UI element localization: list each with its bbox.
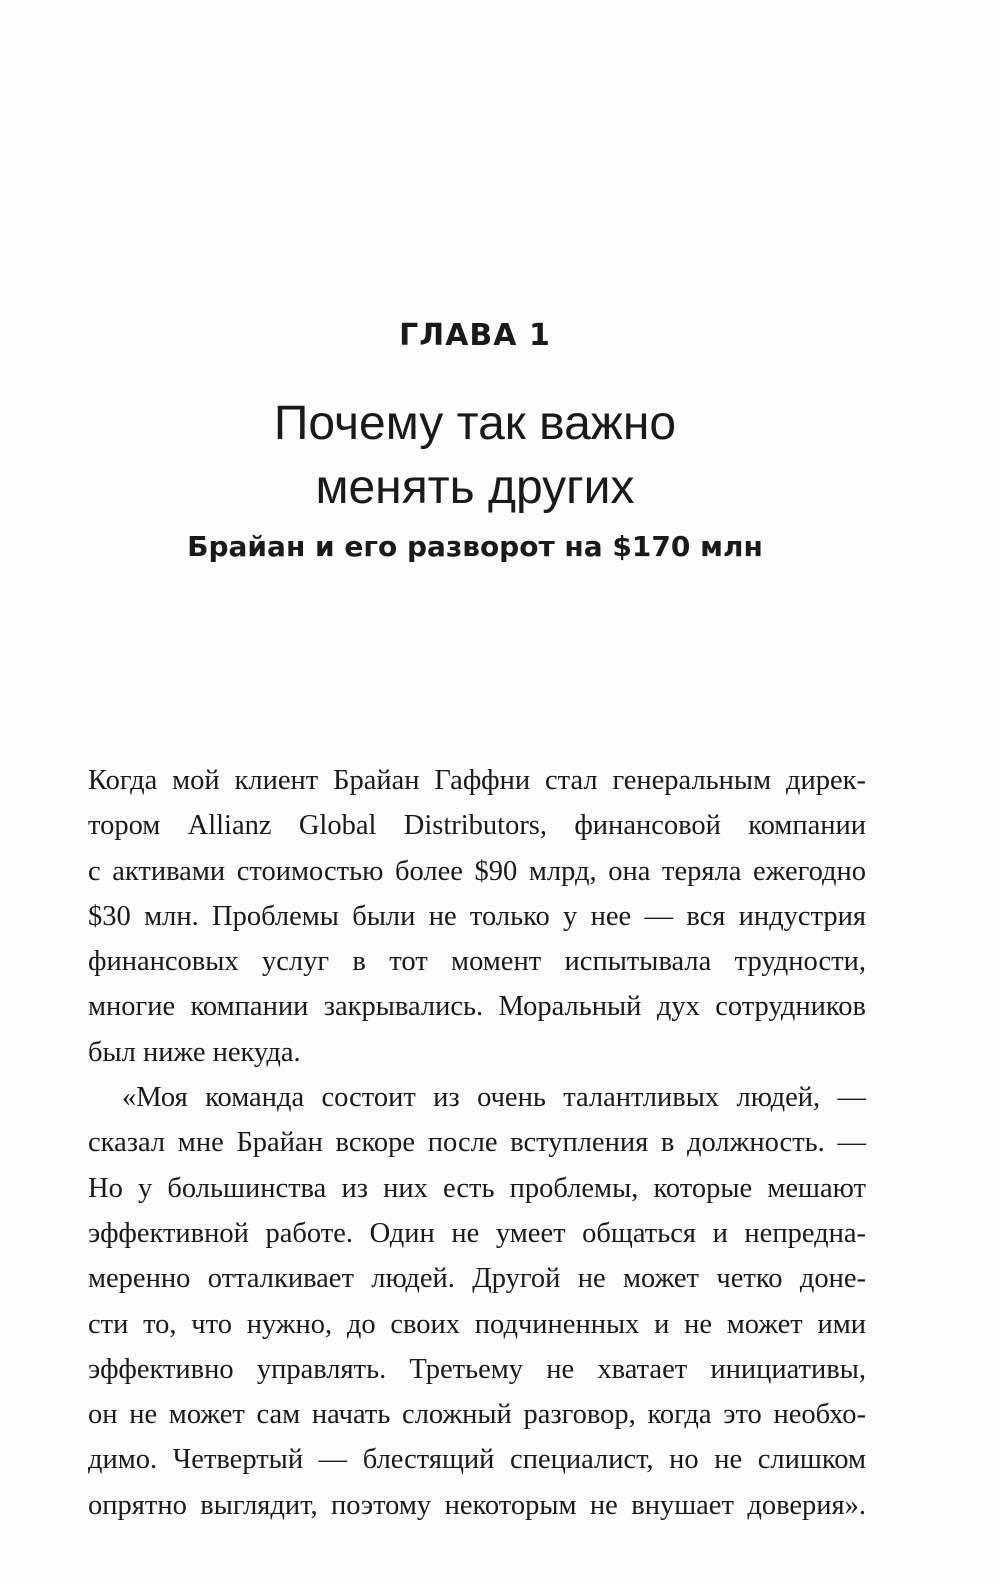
text-line: Когда мой клиент Брайан Гаффни стал генеральным дирек- — [88, 765, 866, 796]
text-line: меренно отталкивает людей. Другой не может четко доне- — [88, 1263, 866, 1295]
text-line: с активами стоимостью более $90 млрд, она теряла ежегодно — [88, 855, 866, 887]
text-line: $30 млн. Проблемы были не только у нее — вся индустрия — [88, 900, 866, 932]
text-line: сказал мне Брайан вскоре после вступления в должность. — — [88, 1127, 866, 1159]
body-text — [88, 758, 866, 1528]
paragraph — [88, 758, 866, 1075]
text-line: финансовых услуг в тот момент испытывала трудности, — [88, 946, 866, 978]
text-line: эффективно управлять. Третьему не хватает инициативы, — [88, 1353, 866, 1385]
chapter-title-line-2: менять других — [315, 461, 635, 514]
chapter-title — [0, 392, 950, 520]
chapter-subtitle: Брайан и его разворот на $170 млн — [187, 530, 763, 563]
text-line: сти то, что нужно, до своих подчиненных и не может ими — [88, 1308, 866, 1340]
text-line: димо. Четвертый — блестящий специалист, но не слишком — [88, 1444, 866, 1476]
text-line: эффективной работе. Один не умеет общаться и непредна- — [88, 1217, 866, 1249]
chapter-label: ГЛАВА 1 — [399, 318, 551, 353]
text-line: «Моя команда состоит из очень талантливых людей, — — [122, 1082, 866, 1114]
text-line: многие компании закрывались. Моральный дух сотрудников — [88, 991, 866, 1023]
text-line: он не может сам начать сложный разговор, когда это необхо- — [88, 1399, 866, 1431]
text-line: опрятно выглядит, поэтому некоторым не внушает доверия». — [88, 1489, 866, 1521]
text-line: Но у большинства из них есть проблемы, которые мешают — [88, 1172, 866, 1204]
text-line: тором Allianz Global Distributors, финансовой компании — [88, 810, 866, 842]
paragraph — [88, 1075, 866, 1528]
text-line: был ниже некуда. — [88, 1036, 301, 1068]
chapter-title-line-1: Почему так важно — [273, 397, 677, 450]
